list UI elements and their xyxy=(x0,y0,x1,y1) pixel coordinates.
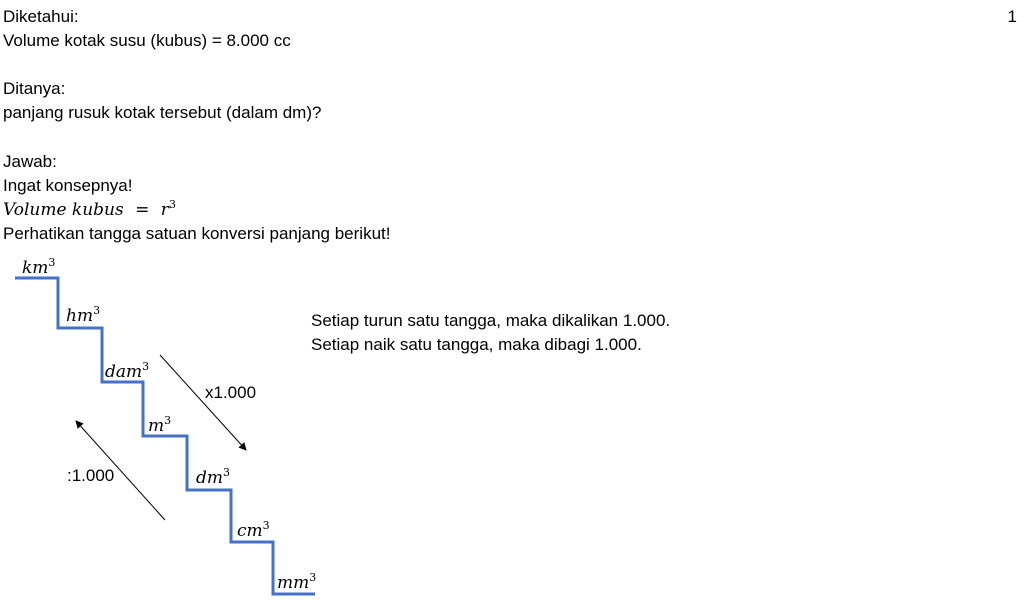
formula-lhs: Volume kubus xyxy=(3,200,124,220)
asked-question: panjang rusuk kotak tersebut (dalam dm)? xyxy=(3,103,322,122)
answer-heading: Jawab: xyxy=(3,152,57,171)
unit-dm3: $dm^3$ xyxy=(196,466,231,488)
unit-cm3: $cm^3$ xyxy=(237,519,270,541)
note-up: Setiap naik satu tangga, maka dibagi 1.000. xyxy=(311,335,642,354)
concept-text: Ingat konsepnya! xyxy=(3,176,133,195)
known-statement: Volume kotak susu (kubus) = 8.000 cc xyxy=(3,31,291,50)
stairs-intro: Perhatikan tangga satuan konversi panjang berikut! xyxy=(3,224,391,243)
unit-m3: $m^3$ xyxy=(148,414,172,436)
formula-rhs: r xyxy=(160,200,169,220)
note-down: Setiap turun satu tangga, maka dikalikan 1.000. xyxy=(311,311,671,330)
page-number: 1 xyxy=(1007,7,1017,26)
stair-line xyxy=(15,278,315,594)
unit-km3: $km^3$ xyxy=(22,256,56,278)
up-divisor-label: :1.000 xyxy=(67,466,115,485)
unit-mm3: $mm^3$ xyxy=(277,571,317,593)
known-heading: Diketahui: xyxy=(3,7,79,26)
unit-hm3: $hm^3$ xyxy=(66,304,101,326)
formula-exponent: 3 xyxy=(168,198,176,211)
asked-heading: Ditanya: xyxy=(3,79,66,98)
unit-dam3: dam$^3$ xyxy=(105,360,150,382)
down-multiplier-label: x1.000 xyxy=(205,383,257,402)
formula-eq: = xyxy=(135,200,150,220)
